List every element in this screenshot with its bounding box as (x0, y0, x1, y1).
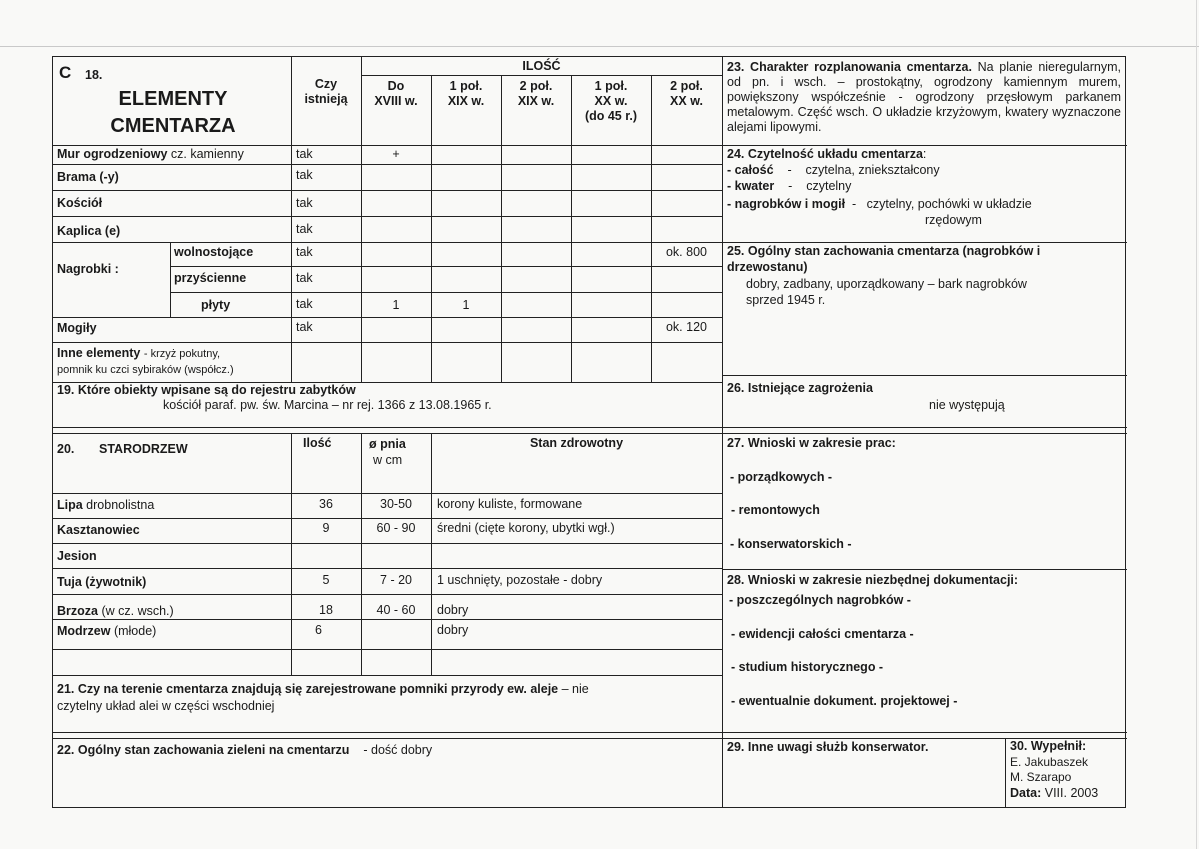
tree-count: 9 (322, 521, 330, 535)
row-line (53, 568, 722, 569)
q24-continuation: rzędowym (925, 213, 982, 227)
tree-count: 36 (319, 497, 333, 511)
period-header-4a: 1 poł. (594, 79, 628, 93)
col-line (501, 75, 502, 382)
exists-header-line2: istnieją (304, 92, 348, 106)
q30-name-2: M. Szarapo (1010, 770, 1072, 784)
tombstones-slabs-label: płyty (201, 298, 231, 312)
q25-text-2: sprzed 1945 r. (746, 293, 826, 307)
quantity-header: ILOŚĆ (522, 59, 561, 73)
tombstones-freestanding-label: wolnostojące (174, 245, 254, 259)
q23-block (727, 60, 1121, 135)
row-line (722, 242, 1127, 243)
row-line (53, 242, 722, 243)
period-header-3a: 2 poł. (519, 79, 553, 93)
tree-health: korony kuliste, formowane (437, 497, 583, 511)
col-line (170, 242, 171, 317)
row-chapel-exists: tak (296, 222, 313, 236)
col-line (1005, 738, 1006, 807)
graves-exists: tak (296, 320, 313, 334)
row-line (53, 164, 722, 165)
period-header-1b: XVIII w. (374, 94, 418, 108)
row-wall-name: Mur ogrodzeniowy (57, 147, 168, 161)
row-church-label: Kościół (57, 196, 103, 210)
row-line (722, 433, 1127, 434)
tree-name: Brzoza (57, 604, 98, 618)
q20-title: STARODRZEW (99, 442, 188, 456)
q24-item (727, 179, 851, 194)
tree-row-birch (57, 604, 174, 619)
other-elements-detail2: pomnik ku czci sybiraków (współcz.) (57, 364, 234, 376)
row-line (53, 732, 722, 733)
q28-item-design: - ewentualnie dokument. projektowej - (731, 694, 958, 708)
tombstones-freestanding-count: ok. 800 (665, 245, 707, 259)
tree-diameter: 30-50 (380, 497, 412, 511)
q24-item-label: - kwater (727, 179, 775, 193)
period-header-5a: 2 poł. (670, 79, 703, 93)
row-line (53, 342, 722, 343)
row-gate-label: Brama (-y) (57, 170, 119, 184)
q26-title: 26. Istniejące zagrożenia (727, 381, 873, 395)
period-header-5b: XX w. (670, 94, 703, 108)
other-elements-line1 (57, 346, 220, 361)
row-wall-label (57, 147, 244, 162)
row-wall-extra: cz. kamienny (167, 147, 244, 161)
row-line (722, 569, 1127, 570)
tree-row-chestnut: Kasztanowiec (57, 523, 140, 537)
q24-title: 24. Czytelność układu cmentarza (727, 147, 923, 161)
q24-item-value: czytelna, zniekształcony (805, 163, 940, 177)
row-wall-exists: tak (296, 147, 313, 161)
tombstones-label: Nagrobki : (57, 262, 119, 276)
period-header-4c: (do 45 r.) (584, 109, 638, 123)
q27-item-repair: - remontowych (731, 503, 820, 517)
q23-title: 23. Charakter rozplanowania cmentarza. (727, 60, 972, 74)
exists-header-line1: Czy (314, 77, 338, 91)
section-letter: C (59, 63, 72, 82)
period-header-3b: XIX w. (517, 94, 555, 108)
row-line (722, 145, 1127, 146)
tree-name-extra: (w cz. wsch.) (97, 604, 174, 618)
q25-title-1: 25. Ogólny stan zachowania cmentarza (nagrobków i (727, 244, 1041, 258)
graves-count: ok. 120 (665, 320, 707, 334)
row-line (170, 266, 722, 267)
q27-item-conservation: - konserwatorskich - (730, 537, 852, 551)
period-header-2b: XIX w. (447, 94, 485, 108)
row-line (53, 317, 722, 318)
q25-title-2: drzewostanu) (727, 260, 808, 274)
q24-item-value: czytelny, pochówki w układzie (866, 197, 1032, 211)
tree-count: 5 (322, 573, 330, 587)
q20-number: 20. (57, 442, 75, 456)
center-divider (722, 57, 723, 807)
tombstones-freestanding-exists: tak (296, 245, 313, 259)
q29-title: 29. Inne uwagi służb konserwator. (727, 740, 929, 754)
other-elements-label: Inne elementy (57, 346, 141, 360)
q24-colon: : (922, 147, 927, 161)
q24-item-label: - nagrobków i mogił (727, 197, 846, 211)
q28-title: 28. Wnioski w zakresie niezbędnej dokumentacji: (727, 573, 1019, 587)
tombstones-slabs-exists: tak (296, 297, 313, 311)
q19-answer: kościół paraf. pw. św. Marcina – nr rej. 1366 z 13.08.1965 r. (163, 398, 492, 412)
q27-item-cleaning: - porządkowych - (730, 470, 833, 484)
elements-title-line1: ELEMENTY (118, 88, 228, 110)
q21-line1 (57, 682, 589, 697)
q24-item-dash: - (788, 179, 793, 193)
q22-line (57, 743, 432, 758)
q24-item (727, 163, 940, 178)
q24-item-value: czytelny (806, 179, 852, 193)
page-edge-line (0, 46, 1199, 47)
row-line (53, 427, 722, 428)
q28-item-tombstones: - poszczególnych nagrobków - (729, 593, 911, 607)
elements-title-line2: CMENTARZA (110, 115, 236, 137)
q22-title: 22. Ogólny stan zachowania zieleni na cmentarzu (57, 743, 350, 757)
row-line (722, 427, 1127, 428)
row-gate-exists: tak (296, 168, 313, 182)
cemetery-form-sheet (52, 56, 1126, 808)
period-header-1a: Do (387, 79, 405, 93)
q24-item (727, 197, 1032, 212)
tree-health: średni (cięte korony, ubytki wgł.) (437, 521, 615, 535)
tree-health: 1 uschnięty, pozostałe - dobry (437, 573, 603, 587)
tree-diameter: 40 - 60 (376, 603, 416, 617)
tree-count: 18 (319, 603, 333, 617)
row-line (53, 190, 722, 191)
q24-item-dash: - (787, 163, 792, 177)
row-line (53, 619, 722, 620)
row-line (53, 518, 722, 519)
row-line (53, 543, 722, 544)
tree-diameter: 7 - 20 (380, 573, 412, 587)
col-line (431, 433, 432, 675)
col-line (291, 433, 292, 675)
row-line (53, 675, 722, 676)
q19-title: 19. Które obiekty wpisane są do rejestru zabytków (57, 383, 356, 397)
q22-answer: - dość dobry (363, 743, 433, 757)
row-line (53, 145, 722, 146)
q30-date-line (1010, 786, 1098, 801)
q30-title: 30. Wypełnił: (1010, 739, 1087, 753)
q20-health-header: Stan zdrowotny (529, 436, 624, 450)
row-line (53, 594, 722, 595)
col-line (651, 75, 652, 382)
tree-name: Lipa (57, 498, 83, 512)
q24-title-line (727, 147, 926, 162)
tree-name-extra: drobnolistna (82, 498, 155, 512)
q21-answer-1: – nie (558, 682, 589, 696)
row-chapel-label: Kaplica (e) (57, 224, 121, 238)
row-line (722, 732, 1127, 733)
q30-date: VIII. 2003 (1041, 786, 1099, 800)
tombstones-wall-exists: tak (296, 271, 313, 285)
q20-count-header: Ilość (303, 436, 332, 450)
q20-diameter-header1: ø pnia (369, 437, 406, 451)
row-line (53, 493, 722, 494)
tree-diameter: 60 - 90 (376, 521, 416, 535)
tombstones-slabs-val-2: 1 (462, 298, 470, 312)
q24-item-label: - całość (727, 163, 774, 177)
row-line (53, 649, 722, 650)
row-church-exists: tak (296, 196, 313, 210)
q25-text-1: dobry, zadbany, uporządkowany – bark nagrobków (746, 277, 1027, 291)
other-elements-detail1: - krzyż pokutny, (143, 348, 221, 360)
tombstones-wall-label: przyścienne (174, 271, 247, 285)
tree-health: dobry (437, 603, 469, 617)
tree-name: Modrzew (57, 624, 111, 638)
row-line (170, 292, 722, 293)
row-line (722, 375, 1127, 376)
q30-date-label: Data: (1010, 786, 1042, 800)
tree-row-linden (57, 498, 154, 513)
q26-answer: nie występują (929, 398, 1005, 412)
graves-label: Mogiły (57, 321, 97, 335)
tree-health: dobry (437, 623, 469, 637)
page-edge-line-right (1196, 0, 1197, 849)
q30-name-1: E. Jakubaszek (1010, 755, 1089, 769)
row-line (361, 75, 722, 76)
tree-row-thuja: Tuja (żywotnik) (57, 575, 147, 589)
q20-diameter-header2: w cm (373, 453, 403, 467)
q27-title: 27. Wnioski w zakresie prac: (727, 436, 896, 450)
row-line (53, 216, 722, 217)
q23-text: Na planie nieregularnym, od pn. i wsch. – prostokątny, ogrodzony kamiennym murem, powiększony współcześnie - ogrodzony przęsłowym parkanem metalowym. Część wsch. O układzie krzyżowym, kwatery wyznaczone alejami lipowymi. (727, 60, 1121, 134)
q28-item-history: - studium historycznego - (731, 660, 884, 674)
q21-answer-2: czytelny układ alei w części wschodniej (57, 699, 275, 713)
section-number: 18. (85, 68, 103, 82)
q21-title: 21. Czy na terenie cmentarza znajdują się zarejestrowane pomniki przyrody ew. aleje (57, 682, 559, 696)
tree-count: 6 (315, 623, 322, 637)
row-wall-val-1: + (392, 147, 400, 161)
tree-row-larch (57, 624, 156, 639)
col-line (361, 433, 362, 675)
period-header-2a: 1 poł. (449, 79, 483, 93)
q28-item-registry: - ewidencji całości cmentarza - (731, 627, 914, 641)
row-line (53, 738, 722, 739)
period-header-4b: XX w. (594, 94, 628, 108)
col-line (431, 75, 432, 382)
q24-item-dash: - (852, 197, 857, 211)
tree-name-extra: (młode) (110, 624, 157, 638)
tree-row-ash: Jesion (57, 549, 97, 563)
tombstones-slabs-val-1: 1 (392, 298, 400, 312)
row-line (53, 433, 722, 434)
